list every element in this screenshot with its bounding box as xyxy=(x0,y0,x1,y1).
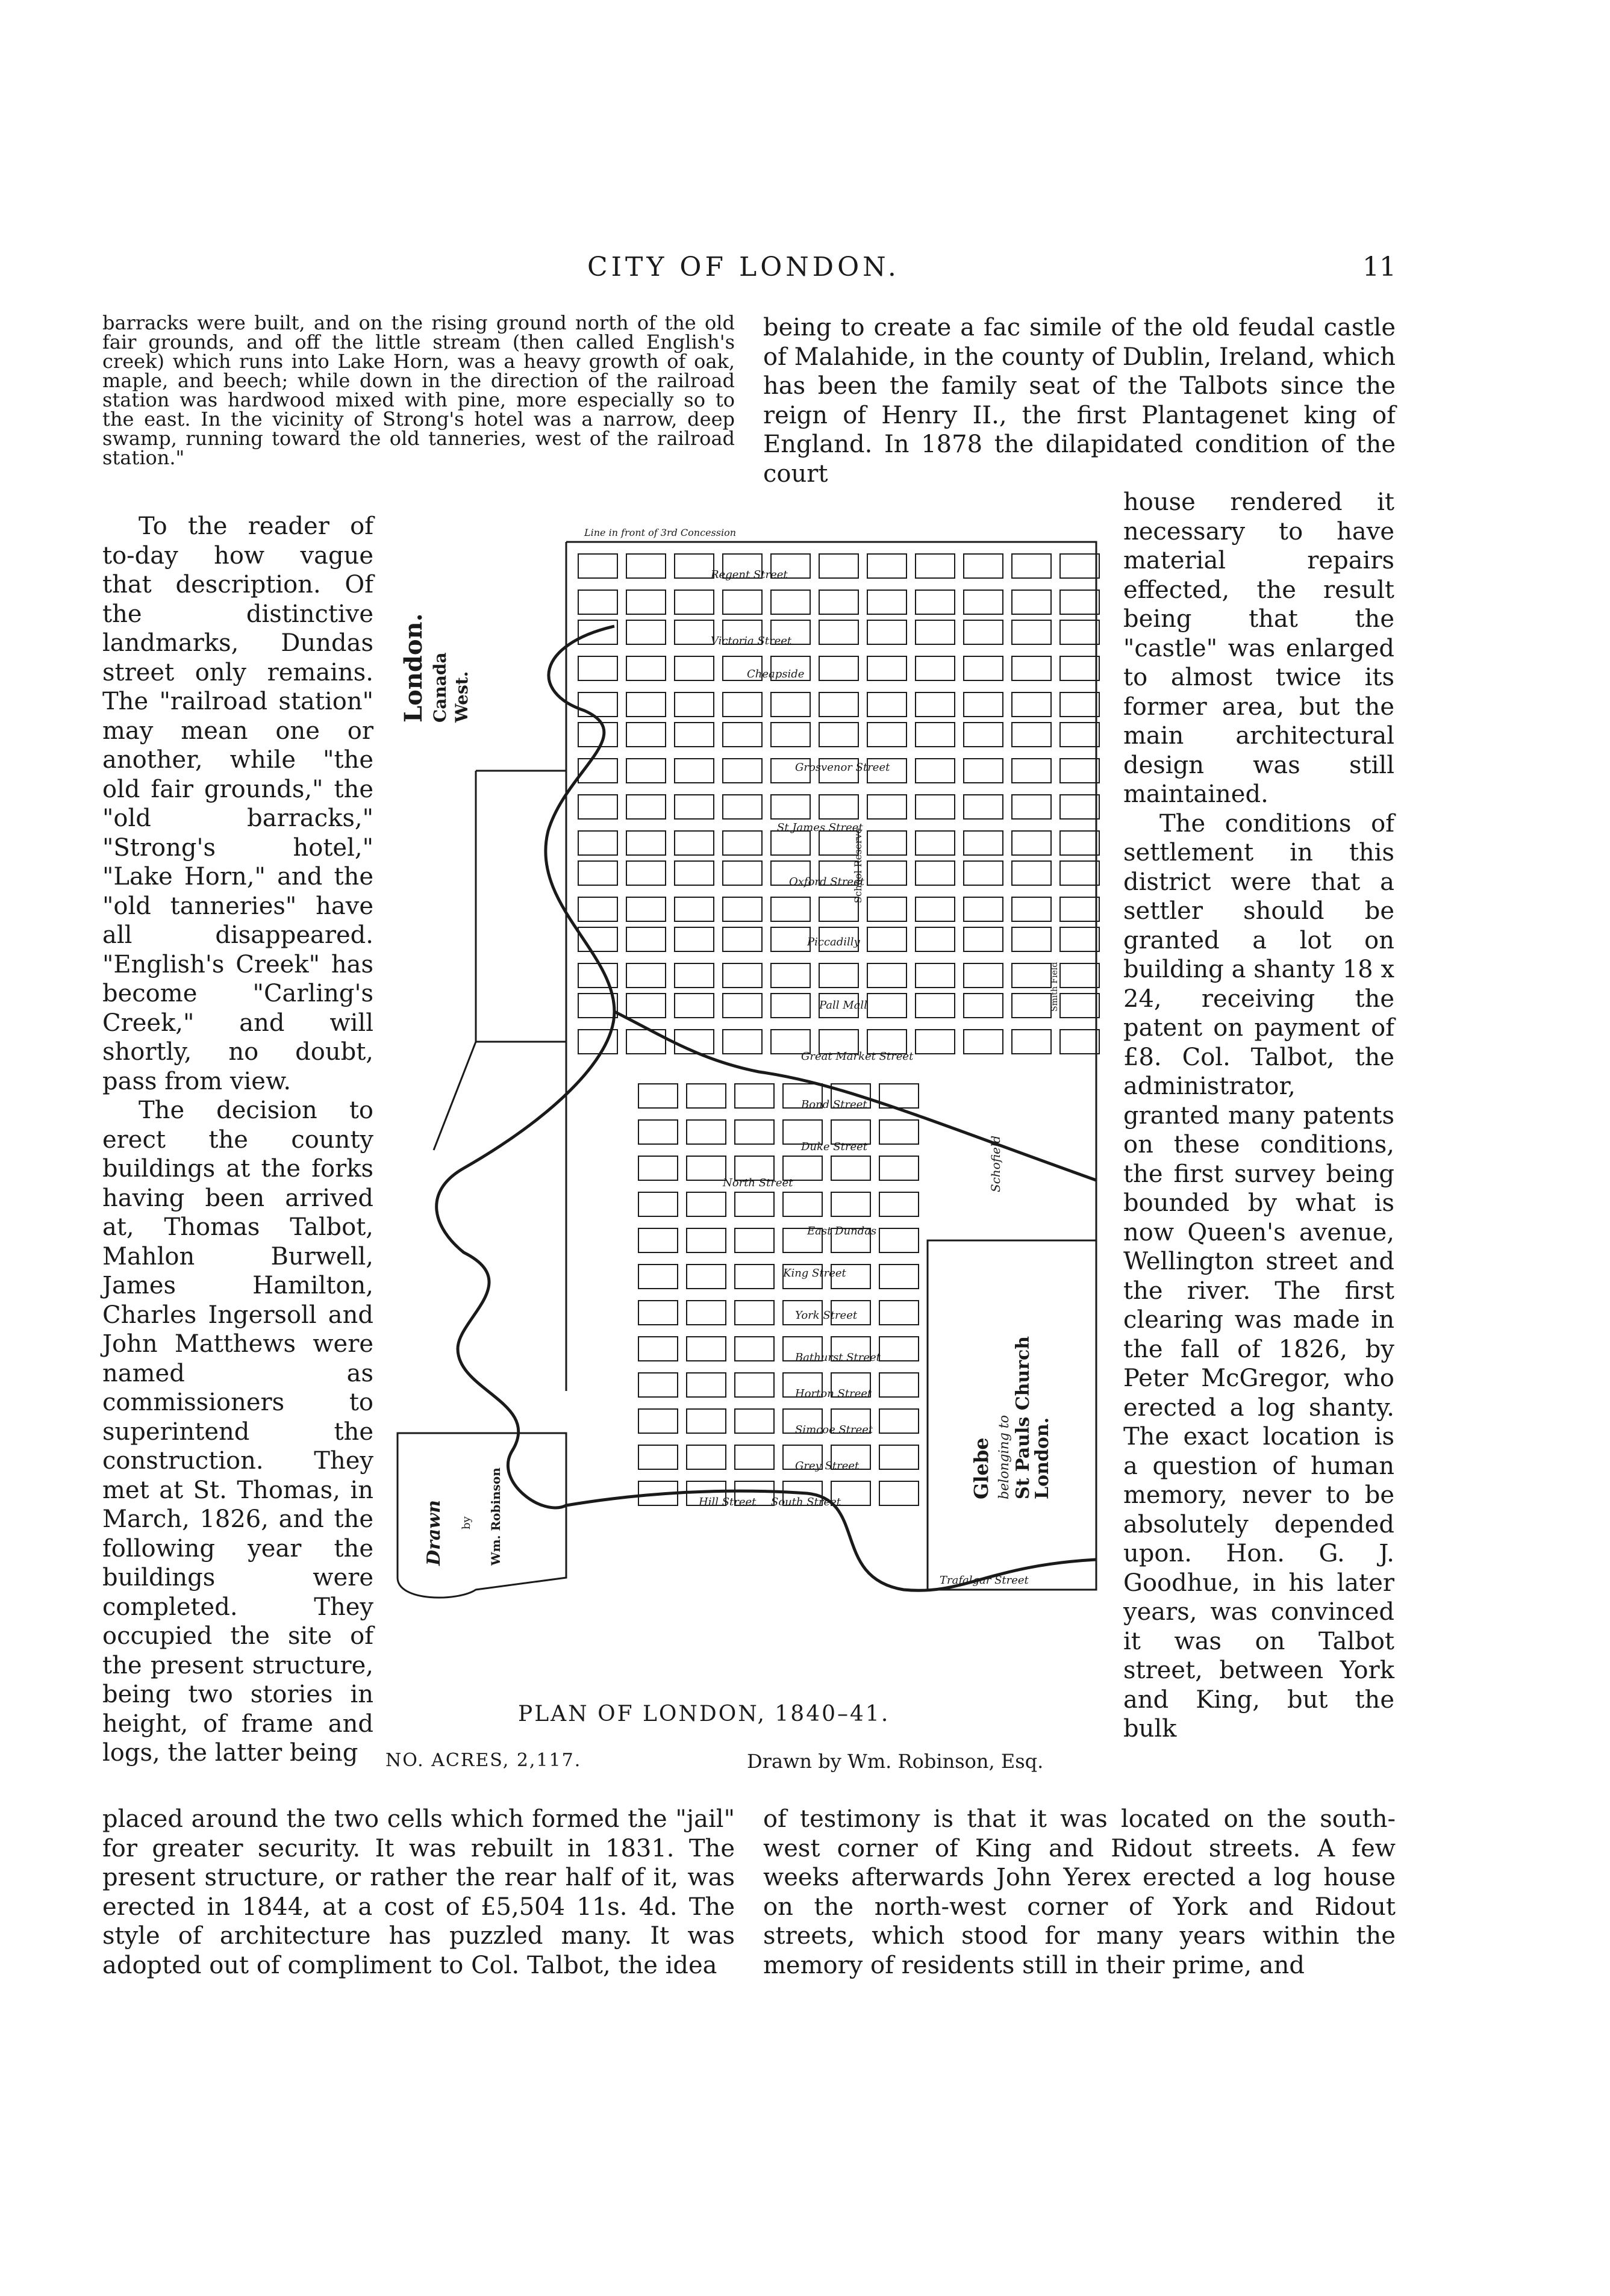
street-york: York Street xyxy=(795,1309,858,1322)
map-block xyxy=(687,1265,726,1289)
paragraph-reader: To the reader of to-day how vague that description. Of the distinctive landmarks, Dundas street only remains. The "railroad station" may mean one or another, while "the old fair grounds," the "old barracks," "Strong's hotel," "Lake Horn," and the "old tanneries" have all disappeared. "English's Creek" has become "Carling's Creek," and will shortly, no doubt, pass from view. xyxy=(102,512,373,1095)
map-block xyxy=(723,963,762,988)
map-block xyxy=(879,1409,919,1433)
map-block xyxy=(867,861,906,885)
map-block xyxy=(675,554,714,578)
map-block xyxy=(735,1192,774,1216)
street-victoria: Victoria Street xyxy=(711,635,792,647)
street-regent: Regent Street xyxy=(711,568,788,581)
map-block xyxy=(735,1409,774,1433)
street-east-dundas: East Dundas xyxy=(807,1225,877,1237)
street-north: North Street xyxy=(723,1177,793,1189)
map-block xyxy=(964,927,1003,951)
street-king: King Street xyxy=(783,1267,846,1280)
map-block xyxy=(675,590,714,614)
map-block xyxy=(964,590,1003,614)
map-block xyxy=(675,759,714,783)
map-block xyxy=(964,897,1003,921)
map-block xyxy=(1060,861,1099,885)
map-block xyxy=(819,795,858,819)
street-simcoe: Simcoe Street xyxy=(795,1423,873,1436)
map-block xyxy=(1060,994,1099,1018)
map-block xyxy=(916,656,955,680)
left-narrow-column xyxy=(102,512,373,1768)
left-quote-paragraph xyxy=(102,313,735,467)
map-block xyxy=(1060,831,1099,855)
map-block xyxy=(1012,897,1051,921)
map-block xyxy=(819,656,858,680)
map-block xyxy=(638,1120,678,1144)
map-block xyxy=(675,861,714,885)
map-block xyxy=(783,1192,822,1216)
page-number: 11 xyxy=(1362,252,1396,282)
map-block xyxy=(916,927,955,951)
left-bottom-paragraph xyxy=(102,1805,735,1980)
street-bond: Bond Street xyxy=(801,1098,867,1111)
map-block xyxy=(1060,897,1099,921)
right-narrow-column xyxy=(1123,488,1394,1744)
map-block xyxy=(723,897,762,921)
map-block xyxy=(867,897,906,921)
map-block xyxy=(638,1228,678,1252)
map-block xyxy=(735,1301,774,1325)
map-block xyxy=(675,620,714,644)
map-block xyxy=(638,1265,678,1289)
street-duke: Duke Street xyxy=(801,1140,868,1153)
map-block xyxy=(819,692,858,717)
map-block xyxy=(723,692,762,717)
map-title-line-1: London. xyxy=(399,613,428,723)
map-block xyxy=(735,1084,774,1108)
map-block xyxy=(675,831,714,855)
map-block xyxy=(771,692,810,717)
map-block xyxy=(687,1084,726,1108)
map-block xyxy=(638,1337,678,1361)
map-block xyxy=(638,1084,678,1108)
map-block xyxy=(879,1481,919,1505)
map-block xyxy=(1060,620,1099,644)
map-block xyxy=(638,1192,678,1216)
map-block xyxy=(687,1373,726,1397)
plan-of-london-map xyxy=(385,518,1108,1644)
map-block xyxy=(831,1156,870,1180)
map-block xyxy=(879,1120,919,1144)
map-block xyxy=(1012,927,1051,951)
street-bathurst: Bathurst Street xyxy=(795,1351,881,1364)
map-block xyxy=(687,1409,726,1433)
map-block xyxy=(626,1030,666,1054)
map-block xyxy=(578,963,617,988)
map-block xyxy=(1060,723,1099,747)
street-south: South Street xyxy=(771,1496,841,1508)
map-block xyxy=(1060,656,1099,680)
map-credit: Drawn by Wm. Robinson, Esq. xyxy=(747,1750,1044,1773)
map-title-line-2: Canada xyxy=(430,652,450,723)
map-block xyxy=(916,692,955,717)
map-block xyxy=(735,1337,774,1361)
map-block xyxy=(723,759,762,783)
map-block xyxy=(964,656,1003,680)
map-block xyxy=(1012,1030,1051,1054)
map-block xyxy=(916,1030,955,1054)
map-block xyxy=(626,963,666,988)
map-block xyxy=(964,620,1003,644)
map-block xyxy=(626,759,666,783)
map-block xyxy=(819,554,858,578)
map-block xyxy=(867,656,906,680)
street-horton: Horton Street xyxy=(795,1387,872,1400)
map-block xyxy=(1012,723,1051,747)
label-smith-field: Smith Field xyxy=(1050,962,1059,1012)
scroll-line-3: Wm. Robinson xyxy=(488,1467,503,1566)
map-block xyxy=(1012,620,1051,644)
map-block xyxy=(771,795,810,819)
map-block xyxy=(687,1337,726,1361)
map-block xyxy=(964,963,1003,988)
glebe-line-1: Glebe xyxy=(970,1437,993,1499)
map-block xyxy=(964,1030,1003,1054)
map-block xyxy=(735,1228,774,1252)
map-block xyxy=(916,963,955,988)
map-block xyxy=(1012,554,1051,578)
street-piccadilly: Piccadilly xyxy=(807,936,860,948)
map-block xyxy=(723,927,762,951)
map-block xyxy=(964,861,1003,885)
map-block xyxy=(626,723,666,747)
map-block xyxy=(819,620,858,644)
map-block xyxy=(626,590,666,614)
map-block xyxy=(1012,831,1051,855)
map-block xyxy=(1012,861,1051,885)
map-block xyxy=(723,994,762,1018)
map-block xyxy=(1060,590,1099,614)
left-bottom-text: placed around the two cells which formed the "jail" for greater security. It was rebuilt in 1831. The present structure, or rather the rear half of it, was erected in 1844, at a cost of £5,504 11s. 4d. The style of architecture has puzzled many. It was adopted out of compliment to Col. Talbot, the idea xyxy=(102,1805,735,1979)
map-block xyxy=(578,861,617,885)
map-block xyxy=(687,1445,726,1469)
map-acres: NO. ACRES, 2,117. xyxy=(385,1750,582,1771)
map-block xyxy=(879,1156,919,1180)
map-block xyxy=(638,1445,678,1469)
map-block xyxy=(771,927,810,951)
running-title: CITY OF LONDON. xyxy=(587,252,900,282)
map-block xyxy=(1012,994,1051,1018)
scroll-line-1: Drawn xyxy=(423,1500,445,1566)
map-block xyxy=(916,795,955,819)
map-block xyxy=(1012,656,1051,680)
map-block xyxy=(964,554,1003,578)
map-block xyxy=(1060,554,1099,578)
label-scholfield: Schofield xyxy=(988,1135,1003,1192)
map-block xyxy=(723,795,762,819)
paragraph-settlement: The conditions of settlement in this district were that a settler should be granted a lot on building a shanty 18 x 24, receiving the patent on payment of £8. Col. Talbot, the administrator, granted many patents on these conditions, the first survey being bounded by what is now Queen's avenue, Wellington street and the river. The first clearing was made in the fall of 1826, by Peter McGregor, who erected a log shanty. The exact location is a question of human memory, never to be absolutely depended upon. Hon. G. J. Goodhue, in his later years, was convinced it was on Talbot street, between York and King, but the bulk xyxy=(1123,809,1394,1743)
map-block xyxy=(687,1301,726,1325)
map-block xyxy=(626,795,666,819)
map-block xyxy=(964,723,1003,747)
map-block xyxy=(626,692,666,717)
street-trafalgar: Trafalgar Street xyxy=(940,1574,1029,1587)
map-block xyxy=(675,927,714,951)
map-block xyxy=(771,897,810,921)
map-block xyxy=(771,963,810,988)
map-block xyxy=(578,795,617,819)
map-block xyxy=(867,554,906,578)
quote-text: barracks were built, and on the rising ground north of the old fair grounds, and off the little stream (then called English's creek) which runs into Lake Horn, was a heavy growth of oak, maple, and beech; while down in the direction of the railroad station was hardwood mixed with pine, more especially so to the east. In the vicinity of Strong's hotel was a narrow, deep swamp, running toward the old tanneries, west of the railroad station." xyxy=(102,311,735,469)
map-block xyxy=(1060,759,1099,783)
map-block xyxy=(867,795,906,819)
map-title-line-3: West. xyxy=(452,671,472,723)
map-block xyxy=(626,554,666,578)
map-block xyxy=(578,590,617,614)
right-bottom-text: of testimony is that it was located on the south-west corner of King and Ridout streets. A few weeks afterwards John Yerex erected a log house on the north-west corner of York and Ridout streets, which stood for many years within the memory of residents still in their prime, and xyxy=(763,1805,1396,1979)
map-block xyxy=(819,590,858,614)
map-block xyxy=(687,1120,726,1144)
map-block xyxy=(1060,1030,1099,1054)
map-block xyxy=(626,927,666,951)
map-block xyxy=(916,759,955,783)
map-block xyxy=(626,831,666,855)
map-block xyxy=(626,861,666,885)
map-block xyxy=(626,994,666,1018)
map-block xyxy=(675,723,714,747)
map-block xyxy=(771,994,810,1018)
map-block xyxy=(1012,590,1051,614)
street-oxford: Oxford Street xyxy=(789,876,864,888)
map-block xyxy=(879,1301,919,1325)
map-block xyxy=(578,897,617,921)
street-grosvenor: Grosvenor Street xyxy=(795,761,890,774)
map-block xyxy=(879,1337,919,1361)
map-block xyxy=(867,590,906,614)
map-block xyxy=(675,963,714,988)
street-pall-mall: Pall Mall xyxy=(819,999,867,1012)
glebe-line-3: St Pauls Church xyxy=(1012,1336,1034,1499)
map-block xyxy=(1012,759,1051,783)
map-block xyxy=(578,831,617,855)
map-block xyxy=(867,831,906,855)
map-block xyxy=(879,1265,919,1289)
right-top-paragraph xyxy=(763,313,1396,488)
map-block xyxy=(916,554,955,578)
map-block xyxy=(879,1445,919,1469)
paragraph-court-house: house rendered it necessary to have material repairs effected, the result being that the "castle" was enlarged to almost twice its former area, but the main architectural design was still maintained. xyxy=(1123,488,1394,808)
map-block xyxy=(578,723,617,747)
map-block xyxy=(626,897,666,921)
street-cheapside: Cheapside xyxy=(747,668,805,680)
map-block xyxy=(867,994,906,1018)
map-block xyxy=(879,1192,919,1216)
map-block xyxy=(675,795,714,819)
map-block xyxy=(578,656,617,680)
map-block xyxy=(675,656,714,680)
page-header xyxy=(0,252,1610,288)
map-block xyxy=(916,723,955,747)
map-block xyxy=(867,692,906,717)
street-grey: Grey Street xyxy=(795,1460,860,1472)
map-block xyxy=(771,831,810,855)
map-block xyxy=(964,994,1003,1018)
map-block xyxy=(723,1030,762,1054)
map-block xyxy=(735,1265,774,1289)
map-block xyxy=(1060,795,1099,819)
map-block xyxy=(916,590,955,614)
map-block xyxy=(771,723,810,747)
map-block xyxy=(675,897,714,921)
map-block xyxy=(819,963,858,988)
map-block xyxy=(867,927,906,951)
map-block xyxy=(916,897,955,921)
map-block xyxy=(1012,795,1051,819)
map-block xyxy=(831,1192,870,1216)
map-block xyxy=(964,795,1003,819)
map-block xyxy=(638,1301,678,1325)
street-great-market: Great Market Street xyxy=(801,1050,914,1063)
glebe-line-4: London. xyxy=(1032,1417,1053,1499)
map-block xyxy=(964,759,1003,783)
glebe-line-2: belonging to xyxy=(997,1414,1012,1499)
map-block xyxy=(735,1120,774,1144)
scroll-line-2: by xyxy=(460,1516,473,1529)
map-block xyxy=(723,590,762,614)
map-block xyxy=(867,620,906,644)
map-block xyxy=(626,656,666,680)
map-block xyxy=(879,1228,919,1252)
street-st-james: St James Street xyxy=(777,821,863,834)
map-block xyxy=(964,692,1003,717)
map-block xyxy=(687,1156,726,1180)
map-block xyxy=(867,723,906,747)
map-block xyxy=(638,1373,678,1397)
map-block xyxy=(867,963,906,988)
map-block xyxy=(723,861,762,885)
map-block xyxy=(916,831,955,855)
map-block xyxy=(1060,927,1099,951)
map-block xyxy=(916,620,955,644)
map-block xyxy=(638,1156,678,1180)
map-block xyxy=(819,723,858,747)
map-block xyxy=(626,620,666,644)
map-block xyxy=(723,723,762,747)
street-hill: Hill Street xyxy=(699,1496,757,1508)
map-block xyxy=(916,994,955,1018)
map-block xyxy=(735,1373,774,1397)
label-school-reserve: School Reserve xyxy=(852,827,864,903)
map-block xyxy=(771,590,810,614)
map-block xyxy=(687,1228,726,1252)
map-block xyxy=(638,1409,678,1433)
map-top-line-label: Line in front of 3rd Concession xyxy=(584,527,737,538)
map-block xyxy=(723,831,762,855)
map-block xyxy=(675,994,714,1018)
map-block xyxy=(1060,692,1099,717)
map-block xyxy=(1012,963,1051,988)
map-block xyxy=(916,861,955,885)
map-block xyxy=(1060,963,1099,988)
paragraph-decision: The decision to erect the county buildings at the forks having been arrived at, Thomas Talbot, Mahlon Burwell, James Hamilton, Charles Ingersoll and John Matthews were named as commissioners to superintend the construction. They met at St. Thomas, in March, 1826, and the following year the buildings were completed. They occupied the site of the present structure, being two stories in height, of frame and logs, the latter being xyxy=(102,1097,373,1767)
right-bottom-paragraph xyxy=(763,1805,1396,1980)
map-block xyxy=(964,831,1003,855)
map-block xyxy=(687,1192,726,1216)
map-block xyxy=(735,1445,774,1469)
right-top-text: being to create a fac simile of the old feudal castle of Malahide, in the county of Dublin, Ireland, which has been the family seat of the Talbots since the reign of Henry II., the first Plantagenet king of England. In 1878 the dilapidated condition of the court xyxy=(763,314,1396,488)
map-block xyxy=(675,692,714,717)
map-block xyxy=(1012,692,1051,717)
map-block xyxy=(879,1373,919,1397)
map-block xyxy=(578,692,617,717)
map-block xyxy=(578,554,617,578)
map-caption: PLAN OF LONDON, 1840–41. xyxy=(518,1702,890,1726)
